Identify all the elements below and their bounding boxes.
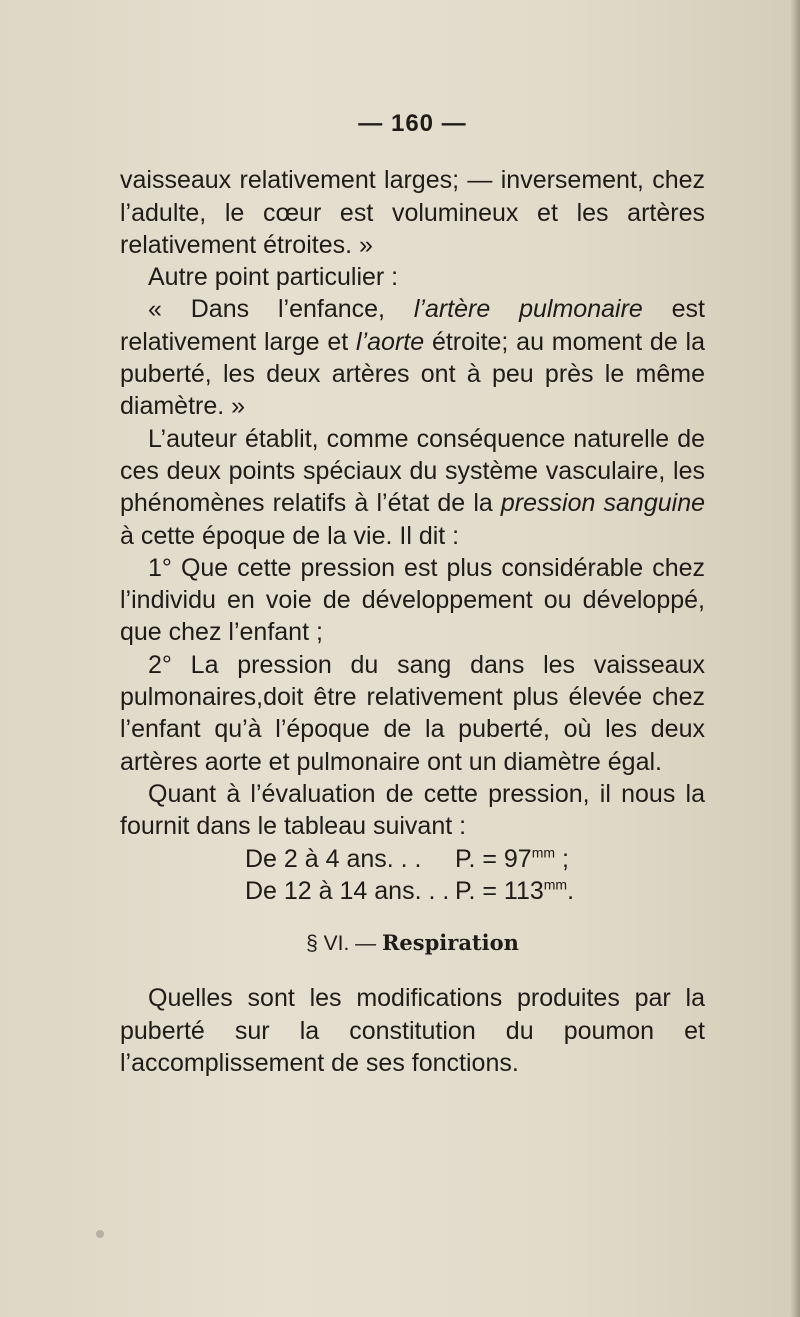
text-block — [120, 108, 705, 1079]
table-age-range: De 2 à 4 ans. . . — [245, 844, 422, 873]
ink-smudge — [96, 1230, 104, 1238]
paragraph-closing: Quelles sont les modifications produites par la puberté sur la constitution du poumon et l’accomplissement de ses fonctions. — [120, 984, 705, 1078]
pressure-unit: mm — [543, 876, 568, 893]
table-age-range: De 12 à 14 ans. . . — [245, 876, 450, 905]
quote-text-3: étroite; au moment de la puberté, les deux artères ont à peu près le même diamètre. » — [120, 327, 705, 421]
paragraph-evaluation: Quant à l’évaluation de cette pression, il nous la fournit dans le tableau suivant : — [120, 779, 705, 841]
page-number: — 160 — — [358, 110, 467, 137]
paragraph-quote — [120, 293, 705, 422]
table-row — [245, 875, 705, 907]
paragraph-other-point: Autre point particulier : — [148, 263, 399, 292]
quote-italic-pulmonary-artery: l’artère pulmonaire — [413, 295, 643, 324]
paragraph-vessels: vaisseaux relativement larges; — inversement, chez l’adulte, le cœur est volumineux et les artères relativement étroites. » — [120, 166, 705, 259]
pressure-unit: mm — [531, 844, 556, 861]
pressure-table — [120, 843, 705, 908]
pressure-end: . — [567, 876, 575, 905]
paragraph-point-1: 1° Que cette pression est plus considérable chez l’individu en voie de développement ou développé, que chez l’enfant ; — [120, 553, 705, 647]
table-pressure-value — [455, 875, 655, 907]
pressure-end: ; — [555, 844, 569, 873]
page-spine-shadow — [790, 0, 800, 1317]
table-pressure-value — [455, 843, 655, 875]
section-heading — [120, 927, 705, 960]
quote-italic-aorta: l’aorte — [356, 327, 425, 356]
pressure-value-text: P. = 113 — [455, 876, 544, 905]
author-italic-blood-pressure: pression sanguine — [500, 489, 706, 518]
table-row — [245, 843, 705, 875]
paragraph-author — [120, 423, 705, 552]
quote-text-2: est relativement large et — [120, 295, 705, 356]
section-title: Respiration — [381, 930, 519, 956]
pressure-value-text: P. = 97 — [455, 844, 532, 873]
author-text-1: L’auteur établit, comme conséquence naturelle de ces deux points spéciaux du système vasculaire, les phénomènes relatifs à l’état de la — [120, 424, 705, 518]
quote-text-1: « Dans l’enfance, — [148, 295, 414, 324]
author-text-2: à cette époque de la vie. Il dit : — [120, 521, 460, 550]
section-prefix: § VI. — — [306, 932, 382, 956]
paragraph-point-2: 2° La pression du sang dans les vaisseaux pulmonaires,doit être relativement plus élevée chez l’enfant qu’à l’époque de la puberté, où les deux artères aorte et pulmonaire ont un diamètre égal. — [120, 650, 705, 776]
